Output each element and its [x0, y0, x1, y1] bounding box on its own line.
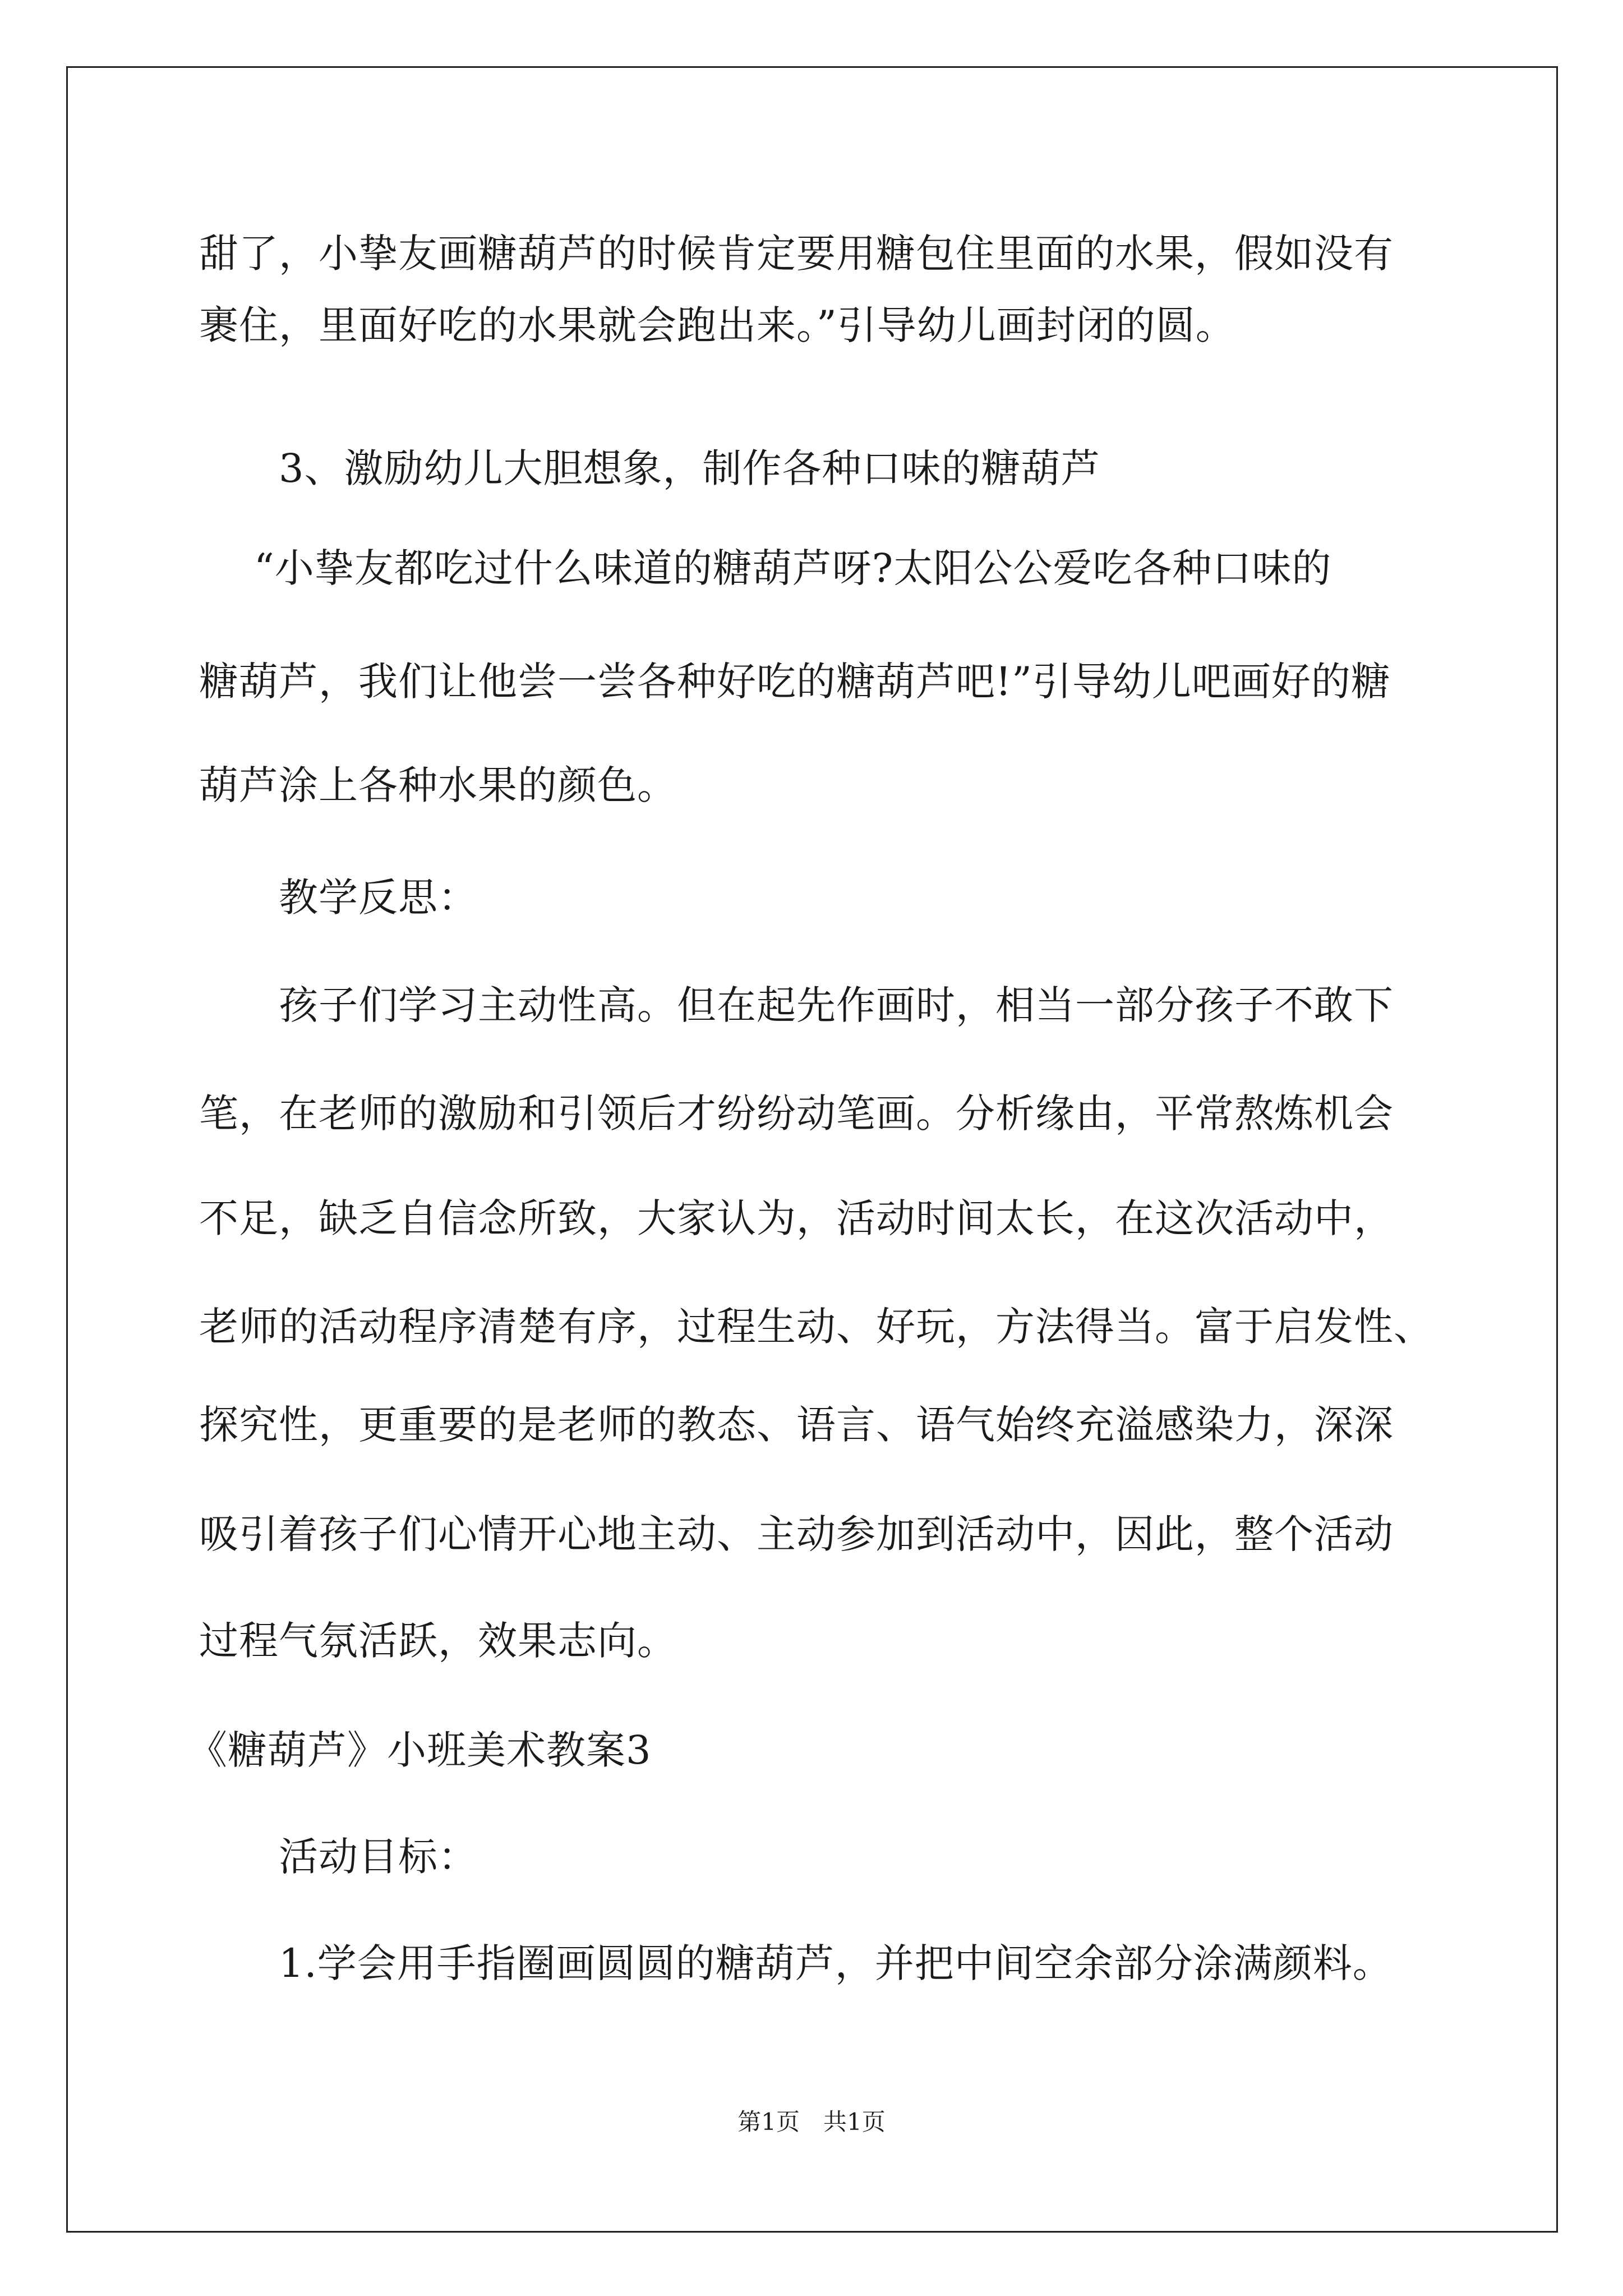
text-line-11: 老师的活动程序清楚有序，过程生动、好玩，方法得当。富于启发性、	[199, 1304, 1433, 1350]
page-number: 第1页 共1页	[737, 2108, 886, 2136]
text-line-7: 教学反思：	[279, 875, 478, 921]
section-heading: 《糖葫芦》小班美术教案3	[188, 1727, 652, 1773]
text-line-12: 探究性，更重要的是老师的教态、语言、语气始终充溢感染力，深深	[199, 1402, 1394, 1448]
text-line-3: 3、激励幼儿大胆想象，制作各种口味的糖葫芦	[279, 445, 1101, 491]
text-line-13: 吸引着孩子们心情开心地主动、主动参加到活动中，因此，整个活动	[199, 1511, 1394, 1557]
text-line-10: 不足，缺乏自信念所致，大家认为，活动时间太长，在这次活动中，	[199, 1195, 1394, 1241]
text-line-6: 葫芦涂上各种水果的颜色。	[199, 762, 677, 808]
text-line-2: 裹住，里面好吃的水果就会跑出来。”引导幼儿画封闭的圆。	[199, 302, 1235, 348]
text-line-5: 糖葫芦，我们让他尝一尝各种好吃的糖葫芦吧!”引导幼儿吧画好的糖	[199, 659, 1391, 705]
text-line-4: “小挚友都吃过什么味道的糖葫芦呀?太阳公公爱吃各种口味的	[254, 545, 1332, 591]
text-line-1: 甜了，小挚友画糖葫芦的时候肯定要用糖包住里面的水果，假如没有	[199, 231, 1394, 277]
page-border	[66, 66, 1558, 2233]
text-line-9: 笔，在老师的激励和引领后才纷纷动笔画。分析缘由，平常熬炼机会	[199, 1091, 1394, 1137]
text-line-8: 孩子们学习主动性高。但在起先作画时，相当一部分孩子不敢下	[279, 982, 1394, 1028]
text-line-17: 1.学会用手指圈画圆圆的糖葫芦，并把中间空余部分涂满颜料。	[279, 1940, 1393, 1986]
text-line-16: 活动目标：	[279, 1834, 478, 1880]
text-line-14: 过程气氛活跃，效果志向。	[199, 1618, 677, 1664]
